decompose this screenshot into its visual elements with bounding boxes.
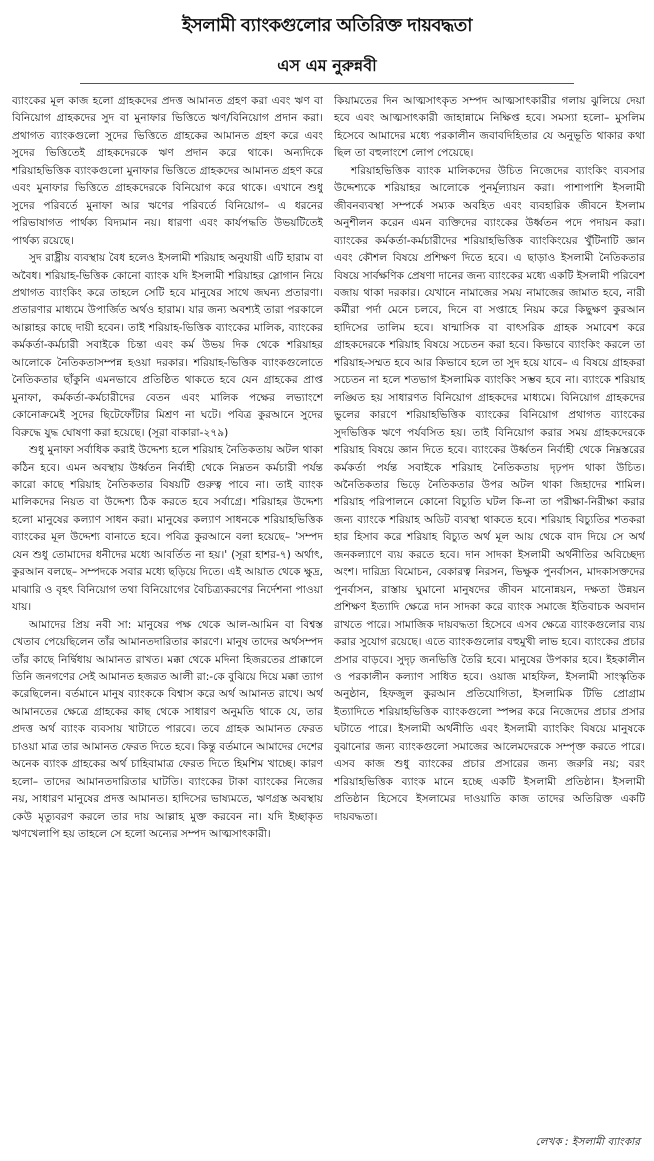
paragraph: ব্যাংকের মূল কাজ হলো গ্রাহকদের প্রদত্ত আমানত গ্রহণ করা এবং ঋণ বা বিনিয়োগ গ্রাহকদের সুদ বা মুনাফার ভিত্তিতে ঋণ/বিনিয়োগ প্রদান করা। প্রথাগত ব্যাংকগুলো সুদের ভিত্তিতে গ্রাহকের আমানত গ্রহণ করে এবং সুদের ভিত্তিতেই গ্রাহকদেরকে ঋণ প্রদান করে থাকে। অন্যদিকে শরিয়াহভিত্তিক ব্যাংকগুলো মুনাফার ভিত্তিতে গ্রাহকদের আমানত গ্রহণ করে এবং মুনাফার ভিত্তিতে গ্রাহকদেরকে বিনিয়োগ করে থাকে। এখানে শুধু সুদের পরিবর্তে মুনাফা আর ঋণের পরিবর্তে বিনিয়োগ– এ ধরনের পরিভাষাগত পার্থক্য বিদ্যমান নয়। ধারণা এবং কার্যপদ্ধতি উভয়টিতেই পার্থক্য রয়েছে। bbox=[12, 95, 323, 247]
paragraph: আমাদের প্রিয় নবী সা: মানুষের পক্ষ থেকে আল-আমিন বা বিশ্বস্ত খেতাব পেয়েছিলেন তাঁর আমানতদারিতার কারণে। মানুষ তাদের অর্থসম্পদ তাঁর কাছে নির্দ্বিধায় আমানত রাখত। মক্কা থেকে মদিনা হিজরতের প্রাক্কালে তিনি জনগণের সেই আমানত হজরত আলী রা:-কে বুঝিয়ে দিয়ে মক্কা ত্যাগ করেছিলেন। বর্তমানে মানুষ ব্যাংককে বিশ্বাস করে অর্থ আমানত রাখে। অর্থ আমানতের ক্ষেত্রে গ্রাহকের কাছ থেকে সাধারণ অনুমতি থাকে যে, তার প্রদত্ত অর্থ ব্যাংক ব্যবসায় খাটাতে পারবে। তবে গ্রাহক আমানত ফেরত চাওয়া মাত্র তার আমানত ফেরত দিতে হবে। কিন্তু বর্তমানে আমাদের দেশের অনেক ব্যাংক গ্রাহকের অর্থ চাহিবামাত্র ফেরত দিতে হিমশিম খাচ্ছে। কারণ হলো– তাদের আমানতদারিতার ঘাটতি। ব্যাংকের টাকা ব্যাংকের নিজের নয়, সাধারণ মানুষের প্রদত্ত আমানত। হাদিসের ভাষ্যমতে, ঋণগ্রস্ত অবস্থায় কেউ মৃত্যুবরণ করলে তার দায় আল্লাহ মুক্ত করবেন না। যদি ইচ্ছাকৃত ঋণখেলাপি হয় তাহলে সে হলো অন্যের সম্পদ আত্মসাৎকারী। bbox=[12, 618, 323, 841]
paragraph: শুধু মুনাফা সর্বাধিক করাই উদ্দেশ্য হলে শরিয়াহ নৈতিকতায় অটল থাকা কঠিন হবে। এমন অবস্থায় উর্ধ্বতন নির্বাহী থেকে নিম্নতন কর্মচারী পর্যন্ত কারো কাছে শরিয়াহ নৈতিকতার বিষয়টি গুরুত্ব পাবে না। তাই ব্যাংক মালিকদের নিয়ত বা উদ্দেশ্য ঠিক করতে হবে সর্বাগ্রে। শরিয়াহর উদ্দেশ্য হলো মানুষের কল্যাণ সাধন করা। মানুষের কল্যাণ সাধনকে শরিয়াহভিত্তিক ব্যাংকের মূল উদ্দেশ্য বানাতে হবে। পবিত্র কুরআনে বলা হয়েছে– 'সম্পদ যেন শুধু তোমাদের ধনীদের মধ্যে আবর্তিত না হয়।' (সূরা হাশর-৭) অর্থাৎ, কুরআন বলছে– সম্পদকে সবার মধ্যে ছড়িয়ে দিতে। এই আয়াত থেকে ক্ষুদ্র, মাঝারি ও বৃহৎ বিনিয়োগ তথা বিনিয়োগের বৈচিত্র্যকরণের নির্দেশনা পাওয়া যায়। bbox=[12, 444, 323, 614]
byline-divider bbox=[80, 83, 574, 84]
left-column bbox=[12, 93, 323, 1153]
paragraph: শরিয়াহভিত্তিক ব্যাংক মালিকদের উচিত নিজেদের ব্যাংকিং ব্যবসার উদ্দেশ্যকে শরিয়াহর আলোকে পুনর্মূল্যায়ন করা। পাশাপাশি ইসলামী জীবনব্যবস্থা সম্পর্কে সম্যক অবহিত এবং ব্যবহারিক জীবনে ইসলাম অনুশীলন করেন এমন ব্যক্তিদের ব্যাংকের উর্ধ্বতন পদে পদায়ন করা। ব্যাংকের কর্মকর্তা-কর্মচারীদের শরিয়াহভিত্তিক ব্যাংকিংয়ের খুঁটিনাটি জ্ঞান এবং কৌশল বিষয়ে প্রশিক্ষণ দিতে হবে। এ ছাড়াও ইসলামী নৈতিকতার বিষয়ে সার্বক্ষণিক প্রেষণা দানের জন্য ব্যাংকের মধ্যে একটি ইসলামী পরিবেশ বজায় থাকা দরকার। যেখানে নামাজের সময় নামাজের জামাত হবে, নারী কর্মীরা পর্দা মেনে চলবে, দিনে বা সপ্তাহে নিয়ম করে কিছুক্ষণ কুরআন হাদিসের তালিম হবে। ষান্মাসিক বা বাৎসরিক গ্রাহক সমাবেশ করে গ্রাহকদেরকে শরিয়াহ বিষয়ে সচেতন করা হবে। কিভাবে ব্যাংকিং করলে তা শরিয়াহ-সম্মত হবে আর কিভাবে হলে তা সুদ হয়ে যাবে– এ বিষয়ে গ্রাহকরা সচেতন না হলে শতভাগ ইসলামিক ব্যাংকিং সম্ভব হবে না। ব্যাংকে শরিয়াহ লঙ্ঘিত হয় সাধারণত বিনিয়োগ গ্রাহকদের মাধ্যমে। বিনিয়োগ গ্রাহকদের ভুলের কারণে শরিয়াহভিত্তিক ব্যাংকের বিনিয়োগ প্রথাগত ব্যাংকের সুদভিত্তিক ঋণে পর্যবসিত হয়। তাই বিনিয়োগ করার সময় গ্রাহকদেরকে শরিয়াহ বিষয়ে জ্ঞান দিতে হবে। ব্যাংকের উর্ধ্বতন নির্বাহী থেকে নিম্নস্তরের কর্মকর্তা পর্যন্ত সবাইকে শরিয়াহ নৈতিকতায় দৃঢ়পদ থাকা উচিত। অনৈতিকতার ভিড়ে নৈতিকতার উপর অটল থাকা জিহাদের শামিল। শরিয়াহ পরিপালনে কোনো বিচ্যুতি ঘটল কি-না তা পরীক্ষা-নিরীক্ষা করার জন্য ব্যাংকে শরিয়াহ অডিট ব্যবস্থা থাকতে হবে। শরিয়াহ বিচ্যুতির শতকরা হার হিসাব করে শরিয়াহ বিচ্যুত অর্থ মূল আয় থেকে বাদ দিয়ে সে অর্থ জনকল্যাণে ব্যয় করতে হবে। দান সাদকা ইসলামী অর্থনীতির অবিচ্ছেদ্য অংশ। দারিদ্র্য বিমোচন, বেকারত্ব নিরসন, ভিক্ষুক পুনর্বাসন, মাদকাসক্তদের পুনর্বাসন, রাস্তায় ঘুমানো মানুষদের জীবন মানোন্নয়ন, দক্ষতা উন্নয়ন প্রশিক্ষণ ইত্যাদি ক্ষেত্রে দান সাদকা করে ব্যাংক সমাজে ইতিবাচক অবদান রাখতে পারে। সামাজিক দায়বদ্ধতা হিসেবে এসব ক্ষেত্রে ব্যাংকগুলোর ব্যয় করার সুযোগ রয়েছে। এতে ব্যাংকগুলোর বহুমুখী লাভ হবে। ব্যাংকের প্রচার প্রসার বাড়বে। সুদৃঢ় জনভিত্তি তৈরি হবে। মানুষের উপকার হবে। ইহকালীন ও পরকালীন কল্যাণ সাধিত হবে। ওয়াজ মাহফিল, ইসলামী সাংস্কৃতিক অনুষ্ঠান, হিফজুল কুরআন প্রতিযোগিতা, ইসলামিক টিভি প্রোগ্রাম ইত্যাদিতে শরিয়াহভিত্তিক ব্যাংকগুলো স্পন্সর করে নিজেদের প্রচার প্রসার ঘটাতে পারে। ইসলামী অর্থনীতি এবং ইসলামী ব্যাংকিং বিষয়ে মানুষকে বুঝানোর জন্য ব্যাংকগুলো সমাজের আলেমদেরকে সম্পৃক্ত করতে পারে। এসব কাজ শুধু ব্যাংকের প্রচার প্রসারের জন্য জরুরি নয়; বরং শরিয়াহভিত্তিক ব্যাংক মানে হচ্ছে একটি ইসলামী প্রতিষ্ঠান। ইসলামী প্রতিষ্ঠান হিসেবে ইসলামের দাওয়াতি কাজ তাদের অতিরিক্ত একটি দায়বদ্ধতা। bbox=[334, 164, 645, 823]
paragraph: কিয়ামতের দিন আত্মসাৎকৃত সম্পদ আত্মসাৎকারীর গলায় ঝুলিয়ে দেয়া হবে এবং আত্মসাৎকারী জাহান্নামে নিক্ষিপ্ত হবে। সমস্যা হলো– মুসলিম হিসেবে আমাদের মধ্যে পরকালীন জবাবদিহিতার যে অনুভূতি থাকার কথা ছিল তা বহুলাংশে লোপ পেয়েছে। bbox=[334, 95, 645, 160]
article-byline: এস এম নুরুন্নবী bbox=[277, 56, 377, 75]
paragraph: সুদ রাষ্ট্রীয় ব্যবস্থায় বৈধ হলেও ইসলামী শরিয়াহ অনুযায়ী এটি হারাম বা অবৈধ। শরিয়াহ-ভিত্তিক কোনো ব্যাংক যদি ইসলামী শরিয়াহর স্লোগান নিয়ে প্রথাগত ব্যাংকিং করে তাহলে সেটি হবে মানুষের সাথে জঘন্য প্রতারণা। প্রতারণার মাধ্যমে উপার্জিত অর্থও হারাম। যার জন্য অবশ্যই তারা পরকালে আল্লাহর কাছে দায়ী হবেন। তাই শরিয়াহ-ভিত্তিক ব্যাংকের মালিক, ব্যাংকের কর্মকর্তা-কর্মচারী সবাইকে চিন্তা এবং কর্ম উভয় দিক থেকে শরিয়াহর আলোকে নৈতিকতাসম্পন্ন হওয়া দরকার। শরিয়াহ-ভিত্তিক ব্যাংকগুলোতে নৈতিকতার ছাঁকুনি এমনভাবে প্রতিষ্ঠিত থাকতে হবে যেন গ্রাহকের প্রাপ্ত মুনাফা, কর্মকর্তা-কর্মচারীদের বেতন এবং মালিক পক্ষের লভ্যাংশে কোনোক্রমেই সুদের ছিটেফোঁটার মিশ্রণ না ঘটে। পবিত্র কুরআনে সুদের বিরুদ্ধে যুদ্ধ ঘোষণা করা হয়েছে। (সূরা বাকারা-২৭৯) bbox=[12, 252, 323, 439]
article-headline: ইসলামী ব্যাংকগুলোর অতিরিক্ত দায়বদ্ধতা bbox=[182, 15, 472, 36]
right-column bbox=[334, 93, 645, 1153]
author-credit: লেখক : ইসলামী ব্যাংকার bbox=[535, 1136, 640, 1148]
